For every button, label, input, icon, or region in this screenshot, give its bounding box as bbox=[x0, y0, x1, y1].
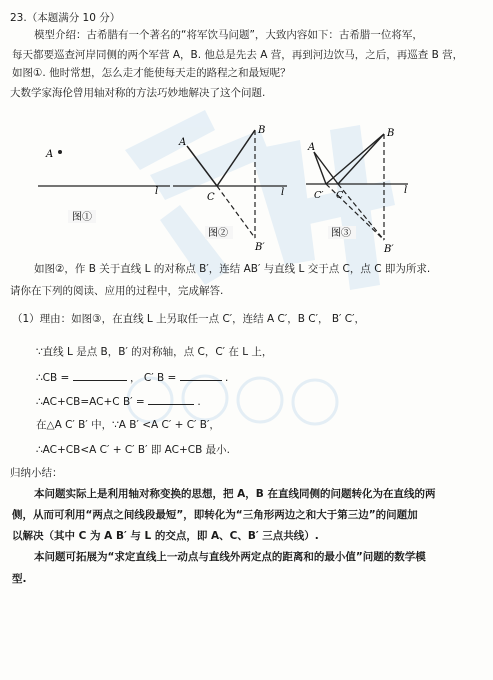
method-line-2: 请你在下列的阅读、应用的过程中，完成解答. bbox=[10, 285, 224, 297]
summary-line-3: 以解决（其中 C 为 A B′ 与 L 的交点，即 A、C、B′ 三点共线）. bbox=[12, 530, 319, 542]
fig3-caption: 图③ bbox=[331, 228, 351, 239]
line4-period: . bbox=[197, 396, 201, 408]
figure-3 bbox=[300, 118, 420, 258]
fig1-label-l: l bbox=[155, 186, 159, 197]
part1-line-1: （1）理由：如图③，在直线 L 上另取任一点 C′，连结 A C′，B C′， B′ C′， bbox=[12, 313, 365, 325]
fig1-caption: 图① bbox=[72, 212, 92, 223]
fig2-label-Bp: B′ bbox=[255, 242, 265, 253]
fig3-label-l: l bbox=[404, 185, 408, 196]
answer-blank-cb[interactable] bbox=[73, 369, 127, 381]
summary-line-5: 型. bbox=[12, 573, 27, 585]
intro-line-3: 如图①. 他时常想，怎么走才能使每天走的路程之和最短呢？ bbox=[12, 67, 291, 79]
part1-line-5: 在△A C′ B′ 中，∵A B′ <A C′ + C′ B′， bbox=[36, 419, 220, 431]
fig3-label-Bp: B′ bbox=[384, 244, 394, 255]
fig2-label-C: C bbox=[207, 192, 215, 203]
cpb-equals-label: ， C′ B = bbox=[130, 372, 177, 384]
fig1-label-A: A bbox=[46, 149, 54, 160]
intro-line-2: 每天都要巡查河岸同侧的两个军营 A，B. 他总是先去 A 营，再到河边饮马，之后，再巡查 B 营， bbox=[12, 49, 464, 61]
part1-line-6: ∴AC+CB<A C′ + C′ B′ 即 AC+CB 最小. bbox=[36, 444, 231, 456]
problem-header: 23.（本题满分 10 分） bbox=[10, 12, 121, 24]
figure-1 bbox=[30, 115, 180, 225]
fig2-label-A: A bbox=[179, 137, 187, 148]
answer-blank-cpb[interactable] bbox=[180, 369, 222, 381]
part1-line-4 bbox=[36, 393, 201, 409]
summary-line-1: 本问题实际上是利用轴对称变换的思想，把 A，B 在直线同侧的问题转化为在直线的两 bbox=[34, 488, 436, 500]
fig3-label-Cp: C′ bbox=[314, 190, 324, 201]
summary-heading: 归纳小结： bbox=[10, 467, 63, 479]
summary-line-2: 侧，从而可利用“两点之间线段最短”，即转化为“三角形两边之和大于第三边”的问题加 bbox=[12, 509, 418, 521]
part1-line-3 bbox=[36, 369, 228, 385]
intro-line-4: 大数学家海伦曾用轴对称的方法巧妙地解决了这个问题. bbox=[10, 87, 266, 99]
fig3-label-B: B bbox=[387, 128, 395, 139]
fig2-label-l: l bbox=[281, 187, 285, 198]
summary-line-4: 本问题可拓展为“求定直线上一动点与直线外两定点的距离和的最小值”问题的数学模 bbox=[34, 551, 426, 563]
figure-2 bbox=[165, 118, 295, 258]
answer-blank-sum[interactable] bbox=[148, 393, 194, 405]
fig3-label-A: A bbox=[308, 142, 316, 153]
part1-line-2: ∵直线 L 是点 B，B′ 的对称轴，点 C，C′ 在 L 上， bbox=[36, 346, 273, 358]
sum-equals-label: ∴AC+CB=AC+C B′ = bbox=[36, 396, 145, 408]
method-line-1: 如图②，作 B 关于直线 L 的对称点 B′，连结 AB′ 与直线 L 交于点 C，点 C 即为所求. bbox=[34, 263, 431, 275]
intro-line-1: 模型介绍：古希腊有一个著名的“将军饮马问题”，大致内容如下：古希腊一位将军， bbox=[34, 29, 423, 41]
fig3-label-C: C bbox=[336, 190, 344, 201]
fig2-caption: 图② bbox=[208, 228, 228, 239]
fig2-label-B: B bbox=[258, 125, 266, 136]
line3-period: . bbox=[224, 372, 229, 384]
cb-equals-label: ∴CB = bbox=[36, 372, 70, 384]
